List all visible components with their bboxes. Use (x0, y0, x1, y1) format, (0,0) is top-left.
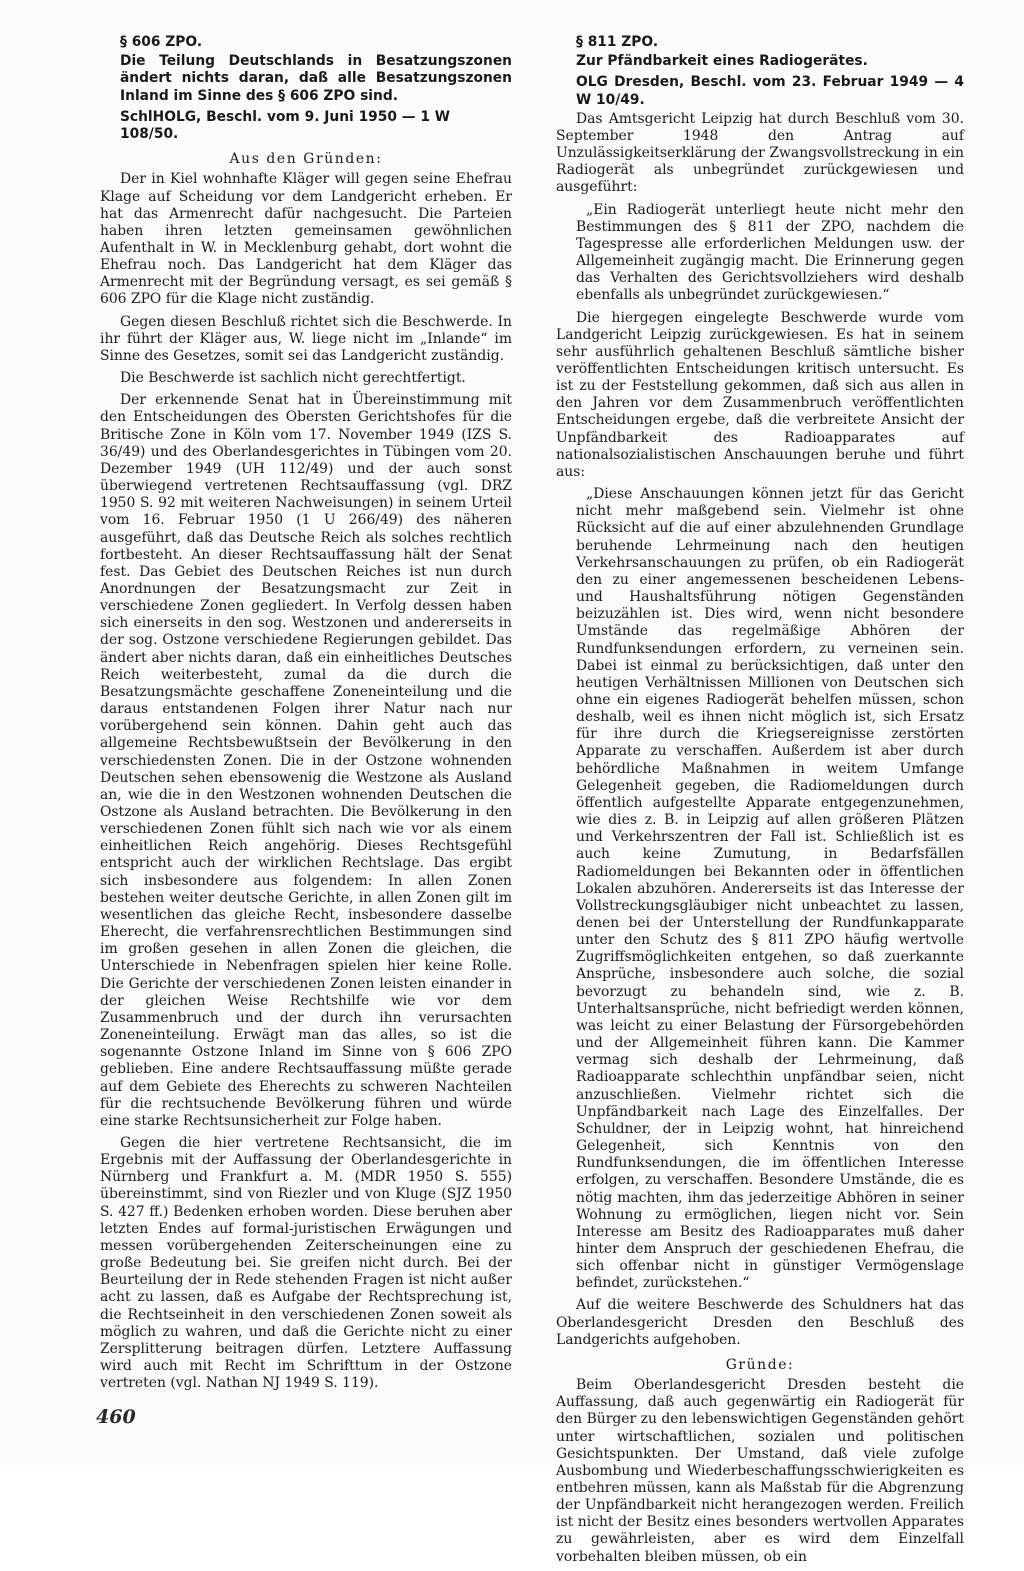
case2-quote-1: „Ein Radiogerät unterliegt heute nicht mehr den Bestimmungen des § 811 der ZPO, nachdem die Tagespresse alle erforderlichen Meldungen usw. der Allgemeinheit zugängig macht. Die Erinnerung gegen das Verhalten des Gerichtsvollziehers wird deshalb ebenfalls als unbegründet zurückgewiesen.“ (576, 201, 964, 304)
case1-paragraph-2: Gegen diesen Beschluß richtet sich die Beschwerde. In ihr führt der Kläger aus, W. liege nicht im „Inlande“ im Sinne des Gesetzes, somit sei das Landgericht zuständig. (100, 313, 512, 364)
case1-paragraph-4: Der erkennende Senat hat in Übereinstimmung mit den Entscheidungen des Obersten Gerichtshofes für die Britische Zone in Köln vom 17. November 1949 (IZS S. 36/49) und des Oberlandesgerichtes in Tübingen vom 20. Dezember 1949 (UH 112/49) und der auch sonst überwiegend vertretenen Rechtsauffassung (vgl. DRZ 1950 S. 92 mit weiteren Nachweisungen) in seinem Urteil vom 16. Februar 1950 (1 U 266/49) des näheren ausgeführt, daß das Deutsche Reich als solches rechtlich fortbesteht. An dieser Rechtsauffassung hält der Senat fest. Das Gebiet des Deutschen Reiches ist nun durch Anordnungen der Besatzungsmacht zur Zeit in verschiedene Zonen gegliedert. In Verfolg dessen haben sich einerseits in den sog. Westzonen und andererseits in der sog. Ostzone verschiedene Regierungen gebildet. Das ändert aber nichts daran, daß ein einheitliches Deutsches Reich weiterbesteht, zumal da die durch die Besatzungsmächte geschaffene Zoneneinteilung und die daraus entstandenen Folgen ihrer Natur nach nur vorübergehend sein können. Dahin geht auch das allgemeine Rechtsbewußtsein der Bevölkerung in den verschiedensten Zonen. Die in der Ostzone wohnenden Deutschen sehen ebensowenig die Westzone als Ausland an, wie die in den Westzonen wohnenden Deutschen die Ostzone als Ausland betrachten. Die Bevölkerung in den verschiedenen Zonen fühlt sich nach wie vor als einem einheitlichen Reich angehörig. Dieses Rechtsgefühl entspricht auch der wirklichen Rechtslage. Das ergibt sich insbesondere aus folgendem: In allen Zonen bestehen weiter deutsche Gerichte, in allen Zonen gilt im wesentlichen das gleiche Recht, insbesondere dasselbe Eherecht, die verfahrensrechtlichen Bestimmungen sind im großen gesehen in allen Zonen die gleichen, die Unterschiede in Nebenfragen spielen hier keine Rolle. Die Gerichte der verschiedenen Zonen leisten einander in der gleichen Weise Rechtshilfe wie vor dem Zusammenbruch und der durch ihn verursachten Zoneneinteilung. Erwägt man das alles, so ist die sogenannte Ostzone Inland im Sinne von § 606 ZPO geblieben. Eine andere Rechtsauffassung müßte gerade auf dem Gebiete des Eherechts zu schweren Nachteilen für die rechtsuchende Bevölkerung führen und würde eine starke Rechtsunsicherheit zur Folge haben. (100, 392, 512, 1129)
case1-paragraph-3: Die Beschwerde ist sachlich nicht gerechtfertigt. (120, 370, 466, 387)
case2-headnote: Zur Pfändbarkeit eines Radiogerätes. (576, 53, 868, 70)
case1-reasons-subtitle: Aus den Gründen: (229, 151, 383, 168)
page-number: 460 (96, 1406, 136, 1428)
case2-reasons-subtitle: Gründe: (725, 1356, 795, 1373)
case1-headnote: Die Teilung Deutschlands in Besatzungszonen ändert nichts daran, daß alle Besatzungszonen Inland im Sinne des § 606 ZPO sind. (120, 53, 512, 104)
case2-paragraph-3: Auf die weitere Beschwerde des Schuldners hat das Oberlandesgericht Dresden den Beschluß des Landgerichts aufgehoben. (556, 1297, 964, 1348)
case1-court-citation: SchlHOLG, Beschl. vom 9. Juni 1950 — 1 W 108/50. (120, 108, 450, 143)
case2-paragraph-1: Das Amtsgericht Leipzig hat durch Beschluß vom 30. September 1948 den Antrag auf Unzulässigkeitserklärung der Zwangsvollstreckung in ein Radiogerät als unbegründet zurückgewiesen und ausgeführt: (556, 110, 964, 196)
case1-section-heading: § 606 ZPO. (120, 34, 203, 50)
case2-section-heading: § 811 ZPO. (576, 34, 659, 50)
case2-paragraph-4: Beim Oberlandesgericht Dresden besteht die Auffassung, daß auch gegenwärtig ein Radiogerät für den Bürger zu den lebenswichtigen Gegenständen gehört unter wirtschaftlichen, sozialen und politischen Gesichtspunkten. Der Umstand, daß viele zufolge Ausbombung und Wiederbeschaffungsschwierigkeiten es entbehren müssen, kann als Maßstab für die Abgrenzung der Unpfändbarkeit nicht herangezogen werden. Freilich ist nicht der Besitz eines besonders wertvollen Apparates zu gewährleisten, aber es wird dem Einzelfall vorbehalten bleiben müssen, ob ein (556, 1377, 964, 1565)
case2-paragraph-2: Die hiergegen eingelegte Beschwerde wurde vom Landgericht Leipzig zurückgewiesen. Es hat in seinem sehr ausführlich gehaltenen Beschluß sämtliche bisher veröffentlichten Entscheidungen kritisch untersucht. Es ist zu der Feststellung gekommen, daß sich aus allen in den Jahren vor dem Zusammenbruch veröffentlichten Entscheidungen ergebe, daß die verbreitete Ansicht der Unpfändbarkeit des Radioapparates auf nationalsozialistischen Anschauungen beruhe und führt aus: (556, 309, 964, 480)
case2-quote-2: „Diese Anschauungen können jetzt für das Gericht nicht mehr maßgebend sein. Vielmehr ist ohne Rücksicht auf die auf einer abzulehnenden Grundlage beruhende Lehrmeinung nach den heutigen Verkehrsanschauungen zu prüfen, ob ein Radiogerät den zu einer angemessenen bescheidenen Lebens- und Haushaltsführung nötigen Gegenständen beizuzählen ist. Dies wird, wenn nicht besondere Umstände das regelmäßige Abhören der Rundfunksendungen erfordern, zu verneinen sein. Dabei ist einmal zu berücksichtigen, daß unter den heutigen Verhältnissen Millionen von Deutschen sich ohne ein eigenes Radiogerät behelfen müssen, schon deshalb, weil es ihnen nicht möglich ist, sich Ersatz für ihre durch die Kriegsereignisse zerstörten Apparate zu verschaffen. Außerdem ist aber durch behördliche Maßnahmen in weitem Umfange Gelegenheit gegeben, die Radiomeldungen durch öffentlich aufgestellte Apparate entgegenzunehmen, wie dies z. B. in Leipzig auf allen größeren Plätzen und Verkehrszentren der Fall ist. Schließlich ist es auch keine Zumutung, in Bedarfsfällen Radiomeldungen bei Bekannten oder in öffentlichen Lokalen abzuhören. Andererseits ist das Interesse der Vollstreckungsgläubiger nicht unbeachtet zu lassen, denen bei der Unterstellung der Rundfunkapparate unter den Schutz des § 811 ZPO häufig wertvolle Zugriffsmöglichkeiten entgehen, so daß zuerkannte Ansprüche, insbesondere auch solche, die sozial bevorzugt zu behandeln sind, wie z. B. Unterhaltsansprüche, nicht befriedigt werden können, was leicht zu einer Belastung der Fürsorgebehörden und der Allgemeinheit führen kann. Die Kammer vermag sich deshalb der Lehrmeinung, daß Radioapparate schlechthin unpfändbar seien, nicht anzuschließen. Vielmehr richtet sich die Unpfändbarkeit nach Lage des Einzelfalles. Der Schuldner, der in Leipzig wohnt, hat hinreichend Gelegenheit, sich Kenntnis von den Rundfunksendungen, die im öffentlichen Interesse erfolgen, zu verschaffen. Besondere Umstände, die es nötig machten, ihm das jederzeitige Abhören in seiner Wohnung zu ermöglichen, liegen nicht vor. Sein Interesse am Besitz des Radioapparates muß daher hinter dem Anspruch der geschiedenen Ehefrau, die sich offenbar nicht in günstiger Vermögenslage befindet, zurückstehen.“ (576, 486, 964, 1292)
right-column (556, 34, 964, 1571)
case1-paragraph-5: Gegen die hier vertretene Rechtsansicht, die im Ergebnis mit der Auffassung der Oberlandesgerichte in Nürnberg und Frankfurt a. M. (MDR 1950 S. 555) übereinstimmt, sind von Riezler und von Kluge (SJZ 1950 S. 427 ff.) Bedenken erhoben worden. Diese beruhen aber letzten Endes auf formal-juristischen Erwägungen und messen vorübergehenden Zeiterscheinungen eine zu große Bedeutung bei. Sie greifen nicht durch. Bei der Beurteilung der in Rede stehenden Fragen ist nicht außer acht zu lassen, daß es Aufgabe der Rechtsprechung ist, die Rechtseinheit in den verschiedenen Zonen soweit als möglich zu wahren, und daß die Gerichte nicht zu einer Zersplitterung beitragen dürfen. Letztere Auffassung wird auch mit Recht im Schrifttum in der Ostzone vertreten (vgl. Nathan NJ 1949 S. 119). (100, 1134, 512, 1392)
case1-paragraph-1: Der in Kiel wohnhafte Kläger will gegen seine Ehefrau Klage auf Scheidung vor dem Landgericht erheben. Er hat das Armenrecht dafür nachgesucht. Die Parteien haben ihren letzten gemeinsamen gewöhnlichen Aufenthalt in W. in Mecklenburg gehabt, dort wohnt die Ehefrau noch. Das Landgericht hat dem Kläger das Armenrecht mit der Begründung versagt, es sei gemäß § 606 ZPO für die Klage nicht zuständig. (100, 171, 512, 308)
left-column (100, 34, 512, 1397)
case2-court-citation: OLG Dresden, Beschl. vom 23. Februar 1949 — 4 W 10/49. (576, 74, 964, 108)
